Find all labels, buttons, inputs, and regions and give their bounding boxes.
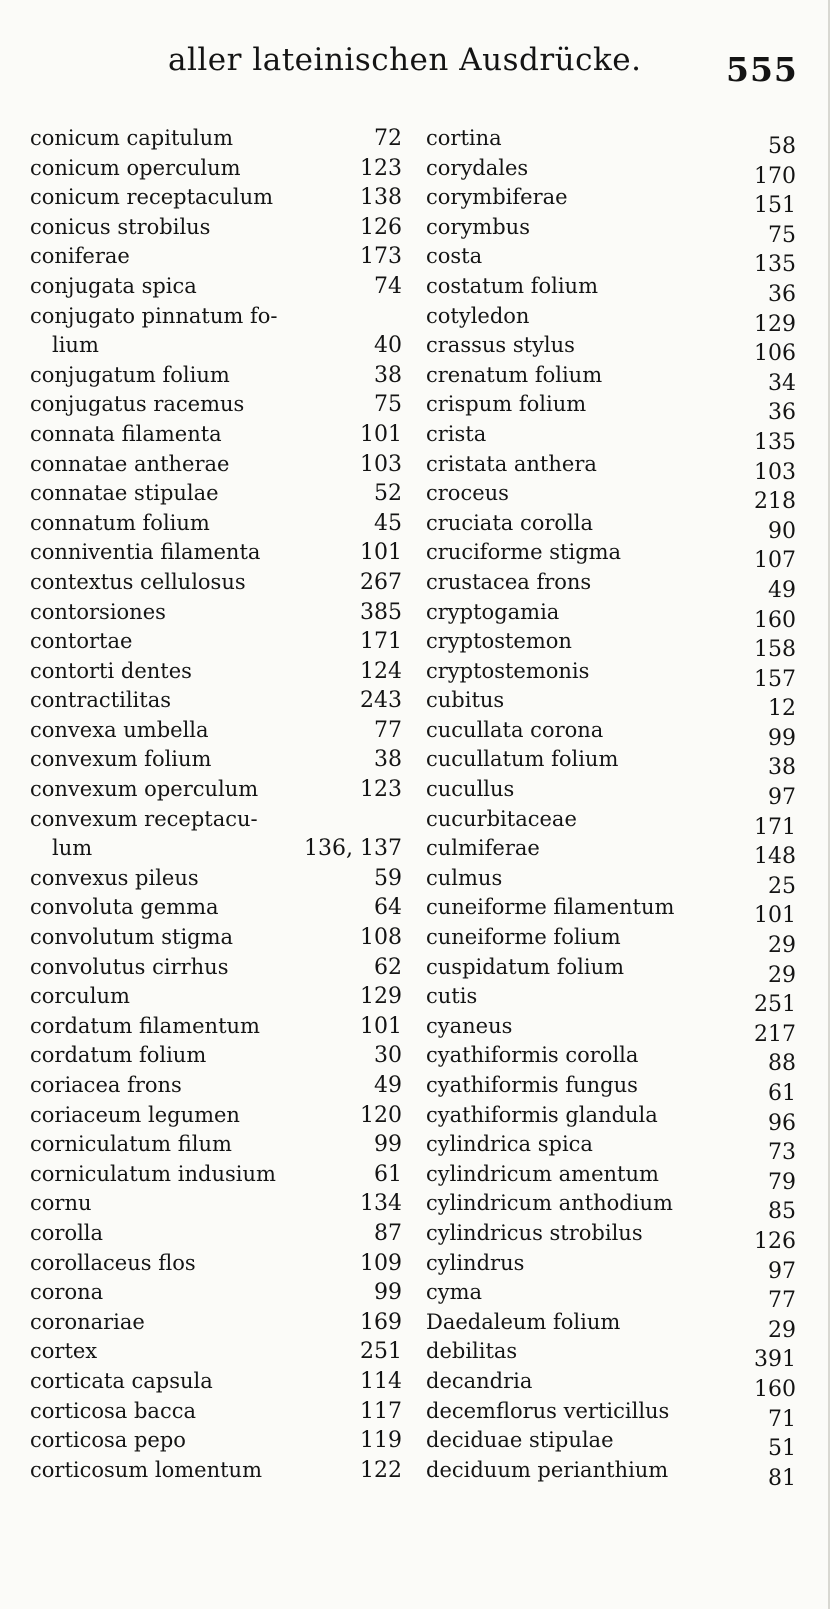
entry-term: cristata anthera <box>426 451 597 476</box>
index-entry <box>426 1219 796 1254</box>
entry-term: coronariae <box>30 1309 145 1334</box>
entry-term: conicum operculum <box>30 155 241 180</box>
index-entry <box>426 716 796 751</box>
entry-term: cordatum folium <box>30 1043 207 1068</box>
entry-term: crista <box>426 421 487 446</box>
entry-term: cubitus <box>426 688 505 713</box>
index-entry <box>30 272 402 302</box>
entry-term: corniculatum filum <box>30 1132 232 1157</box>
index-entry <box>426 657 796 692</box>
entry-term: corculum <box>30 984 130 1009</box>
entry-pages: 75 <box>374 392 402 418</box>
index-entry <box>30 627 402 657</box>
index-entry <box>30 1278 402 1308</box>
entry-term: connata filamenta <box>30 421 222 446</box>
index-entry <box>30 686 402 716</box>
entry-pages: 158 <box>754 637 796 663</box>
entry-pages: 171 <box>360 629 402 655</box>
entry-pages: 59 <box>374 865 402 891</box>
index-entry <box>30 1189 402 1219</box>
entry-term: coriaceum legumen <box>30 1102 240 1127</box>
entry-pages: 62 <box>374 954 402 980</box>
index-entry <box>426 982 796 1018</box>
entry-term: conjugatus racemus <box>30 392 245 417</box>
entry-term: cyathiformis glandula <box>426 1102 658 1127</box>
entry-term: cyathiformis fungus <box>426 1073 638 1097</box>
index-entry <box>30 1426 402 1456</box>
index-entry <box>426 805 796 840</box>
entry-term: corticata capsula <box>30 1368 213 1393</box>
entry-term: convoluta gemma <box>30 895 219 920</box>
index-entry <box>30 1337 402 1367</box>
entry-term: contractilitas <box>30 688 172 713</box>
index-entry <box>30 420 402 450</box>
entry-pages: 129 <box>360 984 402 1010</box>
entry-term: cylindrus <box>426 1250 525 1275</box>
index-entry <box>30 1397 402 1427</box>
entry-term: connatum folium <box>30 510 210 535</box>
entry-pages: 108 <box>360 925 402 951</box>
entry-term: coniferae <box>30 244 130 269</box>
entry-pages: 103 <box>754 459 796 485</box>
entry-pages: 51 <box>768 1436 796 1462</box>
index-entry <box>426 302 796 337</box>
index-entry <box>30 390 402 420</box>
index-entry <box>30 242 402 272</box>
entry-pages: 126 <box>360 214 402 240</box>
entry-term: cryptogamia <box>426 599 560 624</box>
entry-pages: 122 <box>360 1457 402 1483</box>
entry-pages: 38 <box>374 362 402 388</box>
index-entry <box>30 657 402 687</box>
index-entry <box>426 479 796 515</box>
entry-pages: 38 <box>768 755 796 781</box>
entry-pages: 123 <box>360 155 402 181</box>
entry-term: corticosa pepo <box>30 1428 186 1453</box>
entry-term: conjugata spica <box>30 273 197 298</box>
page-header <box>0 0 830 110</box>
entry-pages: 119 <box>360 1428 402 1454</box>
index-entry <box>30 864 402 894</box>
entry-term: croceus <box>426 481 509 506</box>
entry-term: deciduae stipulae <box>426 1428 614 1453</box>
index-entry <box>30 716 402 746</box>
entry-pages: 38 <box>374 747 402 773</box>
entry-pages: 25 <box>768 873 796 899</box>
index-entry <box>426 1337 796 1373</box>
entry-term: crenatum folium <box>426 362 603 387</box>
entry-term: culmiferae <box>426 836 540 861</box>
entry-term: crustacea frons <box>426 569 592 594</box>
entry-pages: 169 <box>360 1309 402 1335</box>
entry-term: connatae antherae <box>30 451 230 476</box>
entry-pages: 123 <box>360 777 402 803</box>
entry-term: corymbus <box>426 214 530 239</box>
index-entry <box>426 272 796 307</box>
index-entry <box>30 1308 402 1338</box>
entry-pages: 30 <box>374 1043 402 1069</box>
index-entry <box>30 598 402 628</box>
entry-pages: 124 <box>360 658 402 684</box>
index-entry <box>426 450 796 485</box>
entry-term: convexum folium <box>30 747 212 772</box>
entry-term: costatum folium <box>426 273 598 298</box>
index-entry <box>30 1012 402 1042</box>
index-entry <box>30 1249 402 1279</box>
entry-pages: 136, 137 <box>304 836 402 862</box>
entry-pages: 103 <box>360 451 402 477</box>
entry-term: contorti dentes <box>30 658 192 683</box>
index-entry <box>426 953 796 988</box>
index-entry <box>30 1160 402 1190</box>
entry-term: conjugatum folium <box>30 362 230 387</box>
entry-term: debilitas <box>426 1339 518 1364</box>
entry-pages: 99 <box>768 725 796 751</box>
index-entry <box>30 509 402 539</box>
entry-pages: 45 <box>374 510 402 536</box>
entry-pages: 12 <box>768 696 796 722</box>
index-entry <box>426 1041 796 1077</box>
entry-pages: 61 <box>374 1161 402 1187</box>
entry-pages: 148 <box>754 844 796 870</box>
index-entry <box>30 805 402 835</box>
entry-pages: 71 <box>768 1406 796 1432</box>
index-entry <box>30 1101 402 1131</box>
index-entry <box>426 1426 796 1462</box>
entry-pages: 251 <box>754 992 796 1018</box>
entry-pages: 126 <box>754 1228 796 1254</box>
index-entry <box>30 953 402 983</box>
entry-pages: 77 <box>768 1288 796 1314</box>
entry-term: culmus <box>426 865 503 890</box>
index-entry <box>30 745 402 775</box>
index-entry <box>30 331 402 361</box>
index-entry <box>30 154 402 184</box>
entry-term: contortae <box>30 629 133 654</box>
index-entry <box>426 390 796 426</box>
index-entry <box>30 834 402 864</box>
index-entry <box>426 242 796 278</box>
entry-term: lium <box>52 333 99 358</box>
entry-term: cryptostemon <box>426 629 572 654</box>
entry-term: corydales <box>426 155 529 180</box>
index-entry <box>30 361 402 391</box>
index-entry <box>426 923 796 959</box>
entry-pages: 72 <box>374 126 402 151</box>
entry-pages: 49 <box>374 1073 402 1098</box>
index-entry <box>30 302 402 332</box>
entry-term: cuneiforme filamentum <box>426 895 675 920</box>
entry-pages: 114 <box>360 1368 402 1394</box>
entry-pages: 29 <box>768 933 796 959</box>
index-entry <box>30 183 402 213</box>
index-entry <box>426 1101 796 1136</box>
index-entry <box>426 598 796 633</box>
index-entry <box>30 982 402 1012</box>
entry-pages: 151 <box>754 193 796 219</box>
index-entry <box>426 745 796 781</box>
entry-term: corticosum lomentum <box>30 1457 262 1482</box>
entry-term: cucullus <box>426 777 515 802</box>
entry-term: cylindricum anthodium <box>426 1191 673 1216</box>
index-entry <box>426 1367 796 1402</box>
entry-term: cuneiforme folium <box>426 925 621 950</box>
entry-pages: 170 <box>754 163 796 189</box>
entry-pages: 87 <box>374 1220 402 1246</box>
entry-pages: 129 <box>754 311 796 337</box>
entry-term: conicum receptaculum <box>30 185 274 210</box>
index-entry <box>426 1189 796 1225</box>
entry-term: contorsiones <box>30 599 166 624</box>
entry-pages: 385 <box>360 599 402 625</box>
entry-term: cyathiformis corolla <box>426 1043 639 1068</box>
entry-pages: 107 <box>754 548 796 574</box>
entry-pages: 160 <box>754 607 796 633</box>
entry-pages: 85 <box>768 1199 796 1225</box>
entry-pages: 243 <box>360 688 402 714</box>
entry-pages: 117 <box>360 1398 402 1424</box>
index-entry <box>426 1308 796 1343</box>
entry-pages: 34 <box>768 370 796 396</box>
entry-term: Daedaleum folium <box>426 1309 621 1334</box>
index-entry <box>426 1012 796 1047</box>
index-entry <box>30 1367 402 1397</box>
index-entry <box>30 124 402 154</box>
entry-term: corona <box>30 1280 104 1305</box>
index-entry <box>426 538 796 574</box>
index-entry <box>426 1160 796 1195</box>
index-entry <box>30 1456 402 1486</box>
index-column-left <box>30 124 402 1485</box>
entry-pages: 101 <box>360 421 402 447</box>
entry-pages: 29 <box>768 1317 796 1343</box>
entry-term: cucurbitaceae <box>426 806 577 831</box>
entry-term: conjugato pinnatum fo- <box>30 303 278 328</box>
entry-term: cyma <box>426 1280 483 1305</box>
index-entry <box>426 1071 796 1106</box>
entry-pages: 101 <box>360 1013 402 1039</box>
index-entry <box>30 1219 402 1249</box>
entry-pages: 97 <box>768 1258 796 1284</box>
entry-term: convexum receptacu- <box>30 806 258 831</box>
entry-pages: 99 <box>374 1280 402 1306</box>
entry-pages: 90 <box>768 518 796 544</box>
entry-term: cornu <box>30 1191 92 1216</box>
entry-term: cucullata corona <box>426 717 604 742</box>
entry-pages: 135 <box>754 429 796 455</box>
index-entry <box>30 450 402 480</box>
entry-pages: 101 <box>754 903 796 929</box>
index-entry <box>426 1278 796 1314</box>
entry-term: convolutum stigma <box>30 925 234 950</box>
entry-pages: 160 <box>754 1376 796 1402</box>
entry-pages: 251 <box>360 1339 402 1365</box>
entry-term: cylindrica spica <box>426 1132 593 1157</box>
entry-term: cotyledon <box>426 303 530 328</box>
index-entry <box>426 893 796 929</box>
entry-pages: 109 <box>360 1250 402 1276</box>
entry-term: cylindricus strobilus <box>426 1220 643 1245</box>
entry-term: convexa umbella <box>30 717 209 742</box>
entry-pages: 99 <box>374 1132 402 1158</box>
entry-term: conicum capitulum <box>30 126 234 150</box>
index-entry <box>426 420 796 455</box>
entry-pages: 97 <box>768 785 796 811</box>
entry-pages: 101 <box>360 540 402 566</box>
index-entry <box>30 893 402 923</box>
entry-term: conicus strobilus <box>30 214 211 239</box>
entry-pages: 157 <box>754 666 796 692</box>
index-entry <box>426 331 796 367</box>
entry-term: cucullatum folium <box>426 747 619 772</box>
index-entry <box>30 775 402 805</box>
entry-term: cruciata corolla <box>426 510 593 535</box>
index-entry <box>30 1071 402 1101</box>
entry-term: cyaneus <box>426 1013 513 1038</box>
entry-term: cuspidatum folium <box>426 954 625 979</box>
entry-term: coriacea frons <box>30 1073 182 1097</box>
index-entry <box>426 154 796 189</box>
entry-pages: 81 <box>768 1465 796 1491</box>
index-entry <box>30 538 402 568</box>
entry-pages: 52 <box>374 481 402 507</box>
entry-term: lum <box>52 836 93 861</box>
entry-pages: 75 <box>768 222 796 248</box>
index-entry <box>426 1249 796 1284</box>
entry-term: costa <box>426 244 483 269</box>
index-entry <box>426 568 796 603</box>
index-entry <box>426 627 796 663</box>
entry-term: convolutus cirrhus <box>30 954 229 979</box>
entry-pages: 29 <box>768 962 796 988</box>
index-entry <box>426 1130 796 1166</box>
entry-pages: 36 <box>768 400 796 426</box>
entry-term: cylindricum amentum <box>426 1161 659 1186</box>
entry-pages: 77 <box>374 717 402 743</box>
index-entry <box>30 1130 402 1160</box>
index-entry <box>426 1456 796 1491</box>
index-entry <box>426 864 796 899</box>
entry-term: convexum operculum <box>30 777 259 802</box>
index-entry <box>426 775 796 811</box>
entry-term: connatae stipulae <box>30 481 219 506</box>
entry-pages: 134 <box>360 1191 402 1217</box>
index-entry <box>426 509 796 544</box>
running-title: aller lateinischen Ausdrücke. <box>168 42 642 78</box>
entry-term: corniculatum indusium <box>30 1161 276 1186</box>
entry-pages: 106 <box>754 341 796 367</box>
entry-pages: 73 <box>768 1140 796 1166</box>
index-column-right <box>426 124 796 1491</box>
index-entry <box>426 183 796 219</box>
entry-term: deciduum perianthium <box>426 1457 669 1482</box>
entry-term: cortex <box>30 1339 98 1364</box>
entry-term: corolla <box>30 1220 104 1245</box>
entry-pages: 218 <box>754 489 796 515</box>
index-entry <box>30 1041 402 1071</box>
entry-term: corymbiferae <box>426 185 568 210</box>
entry-term: cutis <box>426 984 478 1009</box>
index-entry <box>30 213 402 243</box>
entry-pages: 120 <box>360 1102 402 1128</box>
entry-pages: 173 <box>360 244 402 270</box>
entry-pages: 391 <box>754 1347 796 1373</box>
entry-term: contextus cellulosus <box>30 569 246 594</box>
entry-pages: 171 <box>754 814 796 840</box>
entry-pages: 49 <box>768 577 796 603</box>
entry-pages: 36 <box>768 281 796 307</box>
entry-pages: 74 <box>374 273 402 299</box>
entry-term: cordatum filamentum <box>30 1013 260 1038</box>
index-entry <box>426 686 796 722</box>
entry-pages: 58 <box>768 134 796 159</box>
entry-pages: 88 <box>768 1051 796 1077</box>
entry-term: conniventia filamenta <box>30 540 261 565</box>
index-entry <box>30 568 402 598</box>
index-entry <box>426 213 796 248</box>
index-entry <box>426 361 796 396</box>
entry-pages: 64 <box>374 895 402 921</box>
page-number: 555 <box>726 50 798 89</box>
entry-term: corticosa bacca <box>30 1398 196 1423</box>
entry-term: decandria <box>426 1368 533 1393</box>
index-entry <box>426 1397 796 1432</box>
entry-pages: 267 <box>360 569 402 595</box>
entry-term: crispum folium <box>426 392 587 417</box>
entry-term: cortina <box>426 126 502 150</box>
index-entry <box>426 124 796 159</box>
entry-term: cryptostemonis <box>426 658 590 683</box>
index-entry <box>426 834 796 870</box>
entry-pages: 40 <box>374 333 402 359</box>
entry-term: cruciforme stigma <box>426 540 622 565</box>
entry-term: crassus stylus <box>426 333 575 358</box>
entry-term: decemflorus verticillus <box>426 1398 670 1423</box>
entry-pages: 138 <box>360 185 402 211</box>
index-entry <box>30 923 402 953</box>
entry-pages: 79 <box>768 1169 796 1195</box>
entry-pages: 96 <box>768 1110 796 1136</box>
entry-term: corollaceus flos <box>30 1250 196 1275</box>
index-entry <box>30 479 402 509</box>
entry-pages: 217 <box>754 1021 796 1047</box>
entry-pages: 135 <box>754 252 796 278</box>
entry-term: convexus pileus <box>30 865 199 890</box>
entry-pages: 61 <box>768 1081 796 1106</box>
